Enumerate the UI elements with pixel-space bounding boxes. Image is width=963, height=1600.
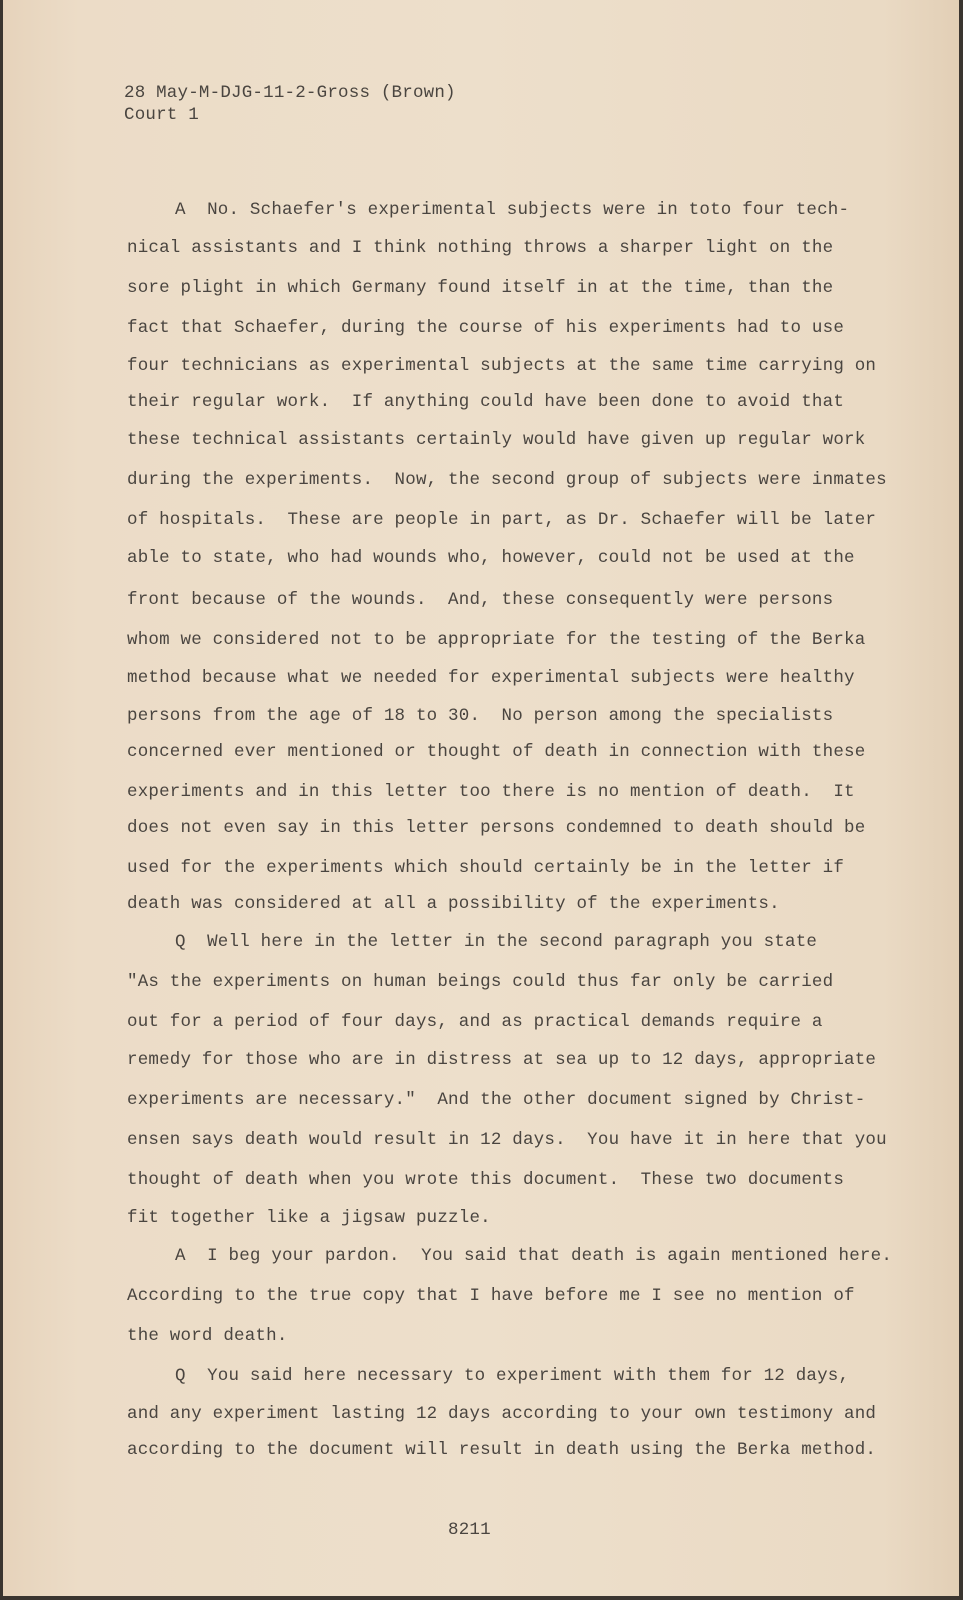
transcript-line: "As the experiments on human beings could thus far only be carried	[127, 972, 834, 992]
transcript-line: according to the document will result in death using the Berka method.	[127, 1440, 877, 1460]
transcript-line: death was considered at all a possibility of the experiments.	[127, 894, 780, 914]
transcript-line: does not even say in this letter persons condemned to death should be	[127, 818, 866, 838]
transcript-line: persons from the age of 18 to 30. No person among the specialists	[127, 706, 834, 726]
transcript-line: sore plight in which Germany found itself in at the time, than the	[127, 278, 834, 298]
transcript-line: and any experiment lasting 12 days according to your own testimony and	[127, 1404, 877, 1424]
transcript-line: the word death.	[127, 1326, 288, 1346]
transcript-line: four technicians as experimental subjects at the same time carrying on	[127, 356, 877, 376]
transcript-line: their regular work. If anything could have been done to avoid that	[127, 392, 845, 412]
transcript-line: concerned ever mentioned or thought of death in connection with these	[127, 742, 866, 762]
page-number: 8211	[448, 1520, 491, 1540]
header-court: Court 1	[124, 105, 199, 125]
header-reference: 28 May-M-DJG-11-2-Gross (Brown)	[124, 83, 456, 103]
transcript-line: these technical assistants certainly would have given up regular work	[127, 430, 866, 450]
transcript-line: A I beg your pardon. You said that death is again mentioned here.	[175, 1246, 893, 1266]
transcript-line: nical assistants and I think nothing throws a sharper light on the	[127, 238, 834, 258]
transcript-line: remedy for those who are in distress at sea up to 12 days, appropriate	[127, 1050, 877, 1070]
transcript-line: Q Well here in the letter in the second paragraph you state	[175, 932, 818, 952]
transcript-line: Q You said here necessary to experiment with them for 12 days,	[175, 1366, 850, 1386]
transcript-line: thought of death when you wrote this document. These two documents	[127, 1170, 845, 1190]
transcript-line: fact that Schaefer, during the course of his experiments had to use	[127, 318, 845, 338]
transcript-line: used for the experiments which should certainly be in the letter if	[127, 858, 845, 878]
transcript-line: able to state, who had wounds who, however, could not be used at the	[127, 548, 855, 568]
transcript-line: experiments are necessary." And the other document signed by Christ-	[127, 1090, 866, 1110]
transcript-line: ensen says death would result in 12 days. You have it in here that you	[127, 1130, 887, 1150]
transcript-line: of hospitals. These are people in part, as Dr. Schaefer will be later	[127, 510, 877, 530]
transcript-line: A No. Schaefer's experimental subjects were in toto four tech-	[175, 200, 850, 220]
transcript-line: whom we considered not to be appropriate for the testing of the Berka	[127, 630, 866, 650]
transcript-line: According to the true copy that I have before me I see no mention of	[127, 1286, 855, 1306]
transcript-line: fit together like a jigsaw puzzle.	[127, 1208, 491, 1228]
transcript-line: out for a period of four days, and as practical demands require a	[127, 1012, 823, 1032]
transcript-line: method because what we needed for experimental subjects were healthy	[127, 668, 855, 688]
transcript-line: experiments and in this letter too there is no mention of death. It	[127, 782, 855, 802]
document-page	[3, 0, 959, 1596]
transcript-line: front because of the wounds. And, these consequently were persons	[127, 590, 834, 610]
transcript-line: during the experiments. Now, the second group of subjects were inmates	[127, 470, 887, 490]
